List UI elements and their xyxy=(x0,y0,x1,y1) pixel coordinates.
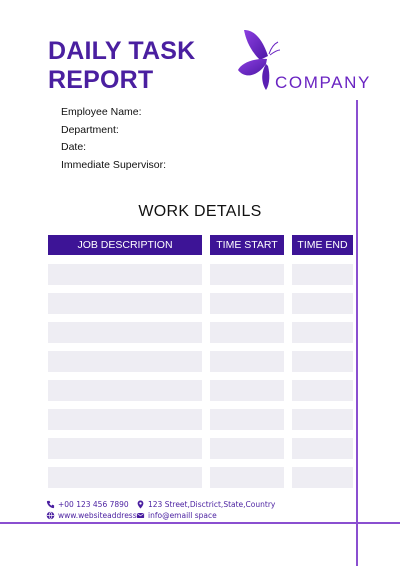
column-header-job-description: JOB DESCRIPTION xyxy=(48,235,202,255)
time-end-cell[interactable] xyxy=(292,264,353,285)
job-description-cell[interactable] xyxy=(48,438,202,459)
company-logo xyxy=(232,28,372,98)
phone-text: +00 123 456 7890 xyxy=(58,500,129,509)
department-label: Department: xyxy=(61,123,119,136)
location-pin-icon xyxy=(136,500,145,509)
column-header-time-start: TIME START xyxy=(210,235,284,255)
footer-email xyxy=(136,511,217,520)
time-end-cell[interactable] xyxy=(292,380,353,401)
job-description-cell[interactable] xyxy=(48,380,202,401)
vertical-divider xyxy=(356,100,358,566)
footer-website xyxy=(46,511,137,520)
address-text: 123 Street,Disctrict,State,Country xyxy=(148,500,276,509)
company-name: COMPANY xyxy=(275,73,371,92)
time-start-cell[interactable] xyxy=(210,438,284,459)
job-description-cell[interactable] xyxy=(48,409,202,430)
footer-address xyxy=(136,500,275,509)
job-description-cell[interactable] xyxy=(48,293,202,314)
time-start-cell[interactable] xyxy=(210,409,284,430)
time-end-cell[interactable] xyxy=(292,409,353,430)
column-header-time-end: TIME END xyxy=(292,235,353,255)
time-end-cell[interactable] xyxy=(292,467,353,488)
time-end-cell[interactable] xyxy=(292,293,353,314)
employee-name-label: Employee Name: xyxy=(61,106,142,118)
time-start-cell[interactable] xyxy=(210,293,284,314)
job-description-cell[interactable] xyxy=(48,351,202,372)
time-start-cell[interactable] xyxy=(210,467,284,488)
time-end-cell[interactable] xyxy=(292,438,353,459)
time-end-cell[interactable] xyxy=(292,351,353,372)
section-title: WORK DETAILS xyxy=(138,203,262,220)
title-line-2: REPORT xyxy=(48,66,154,94)
time-end-cell[interactable] xyxy=(292,322,353,343)
horizontal-divider xyxy=(0,522,400,524)
date-label: Date: xyxy=(61,141,87,153)
time-start-cell[interactable] xyxy=(210,380,284,401)
website-text: www.websiteaddress xyxy=(58,511,137,520)
email-icon xyxy=(136,511,145,520)
report-title xyxy=(48,37,195,95)
employee-info xyxy=(61,104,166,174)
globe-icon xyxy=(46,511,55,520)
footer-phone xyxy=(46,500,129,509)
supervisor-label: Immediate Supervisor: xyxy=(61,158,167,171)
time-start-cell[interactable] xyxy=(210,351,284,372)
time-start-cell[interactable] xyxy=(210,322,284,343)
job-description-cell[interactable] xyxy=(48,322,202,343)
title-line-1: DAILY TASK xyxy=(48,37,196,65)
job-description-cell[interactable] xyxy=(48,264,202,285)
phone-icon xyxy=(46,500,55,509)
job-description-cell[interactable] xyxy=(48,467,202,488)
email-text: info@emaill space xyxy=(148,511,217,520)
time-start-cell[interactable] xyxy=(210,264,284,285)
